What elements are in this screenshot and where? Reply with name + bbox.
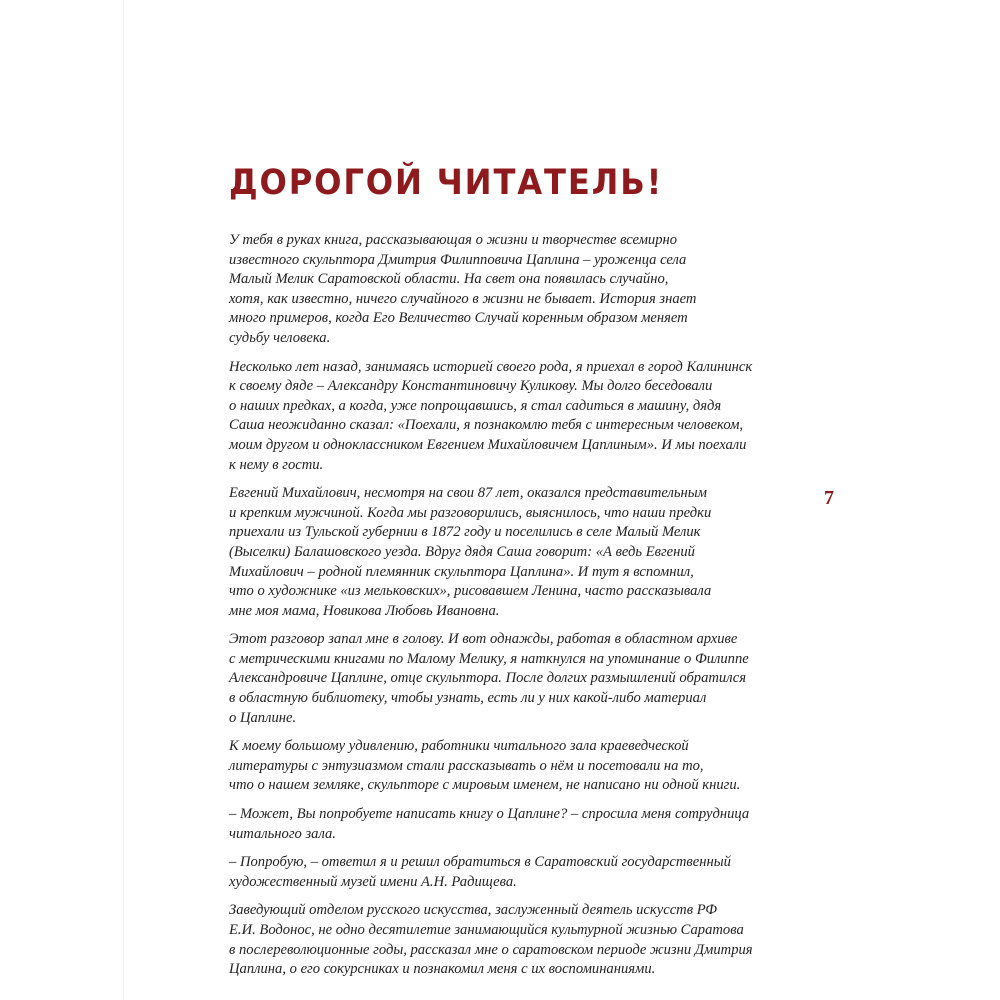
text-line: в послереволюционные годы, рассказал мне о саратовском периоде жизни Дмитрия [229, 941, 753, 958]
text-line: литературы с энтузиазмом стали рассказывать о нём и посетовали на то, [229, 757, 704, 774]
text-line: Александровиче Цаплине, отце скульптора. После долгих размышлений обратился [229, 670, 747, 687]
page-number: 7 [824, 487, 834, 509]
text-line: (Выселки) Балашовского уезда. Вдруг дядя Саша говорит: «А ведь Евгений [229, 543, 695, 560]
text-line: известного скульптора Дмитрия Филипповича Цаплина – уроженца села [229, 251, 687, 268]
text-line: читального зала. [229, 825, 336, 842]
text-line: что о художнике «из мельковских», рисовавшем Ленина, часто рассказывала [229, 583, 712, 600]
text-line: приехали из Тульской губернии в 1872 году и поселились в селе Малый Мелик [229, 524, 701, 541]
text-line: хотя, как известно, ничего случайного в жизни не бывает. История знает [229, 290, 697, 307]
paragraph [229, 358, 789, 476]
text-line: Заведующий отделом русского искусства, заслуженный деятель искусств РФ [229, 902, 717, 919]
text-line: моим другом и одноклассником Евгением Михайловичем Цаплиным». И мы поехали [229, 436, 747, 453]
paragraph [229, 231, 789, 349]
text-line: Саша неожиданно сказал: «Поехали, я познакомлю тебя с интересным человеком, [229, 417, 744, 434]
text-line: Несколько лет назад, занимаясь историей своего рода, я приехал в город Калининск [229, 358, 753, 375]
text-line: У тебя в руках книга, рассказывающая о жизни и творчестве всемирно [229, 232, 678, 248]
text-line: Е.И. Водонос, не одно десятилетие занимающийся культурной жизнью Саратова [229, 922, 744, 938]
page-title: ДОРОГОЙ ЧИТАТЕЛЬ! [229, 163, 664, 203]
paragraph [229, 901, 789, 979]
paragraph [229, 805, 789, 844]
text-line: к нему в гости. [229, 456, 324, 473]
text-line: Цаплина, о его сокурсниках и познакомил меня с их воспоминаниями. [229, 961, 656, 978]
text-line: судьбу человека. [229, 329, 331, 346]
text-line: – Попробую, – ответил я и решил обратиться в Саратовский государственный [229, 854, 731, 871]
paragraph [229, 630, 789, 728]
text-line: Евгений Михайлович, несмотря на свои 87 лет, оказался представительным [229, 485, 707, 502]
text-line: – Может, Вы попробуете написать книгу о Цаплине? – спросила меня сотрудница [229, 806, 750, 823]
text-line: художественный музей имени А.Н. Радищева. [229, 873, 517, 890]
text-line: мне моя мама, Новикова Любовь Ивановна. [229, 602, 500, 619]
text-line: Михайлович – родной племянник скульптора Цаплина». И тут я вспомнил, [229, 563, 694, 580]
text-line: Этот разговор запал мне в голову. И вот однажды, работая в областном архиве [229, 631, 738, 648]
body-text [229, 231, 789, 989]
text-line: Малый Мелик Саратовской области. На свет она появилась случайно, [229, 271, 669, 288]
paragraph [229, 853, 789, 892]
text-line: с метрическими книгами по Малому Мелику, я наткнулся на упоминание о Филиппе [229, 650, 749, 667]
text-line: что о нашем земляке, скульпторе с мировым именем, не написано ни одной книги. [229, 777, 741, 794]
paragraph [229, 737, 789, 796]
text-line: много примеров, когда Его Величество Случай коренным образом меняет [229, 310, 688, 327]
text-line: и крепким мужчиной. Когда мы разговорились, выяснилось, что наши предки [229, 504, 712, 521]
text-line: о наших предках, а когда, уже попрощавшись, я стал садиться в машину, дядя [229, 397, 722, 414]
text-line: к своему дяде – Александру Константиновичу Куликову. Мы долго беседовали [229, 378, 713, 395]
text-line: К моему большому удивлению, работники читального зала краеведческой [229, 738, 689, 755]
page-edge-divider [123, 0, 124, 1000]
paragraph [229, 484, 789, 621]
text-line: о Цаплине. [229, 709, 297, 726]
text-line: в областную библиотеку, чтобы узнать, есть ли у них какой-либо материал [229, 690, 707, 707]
